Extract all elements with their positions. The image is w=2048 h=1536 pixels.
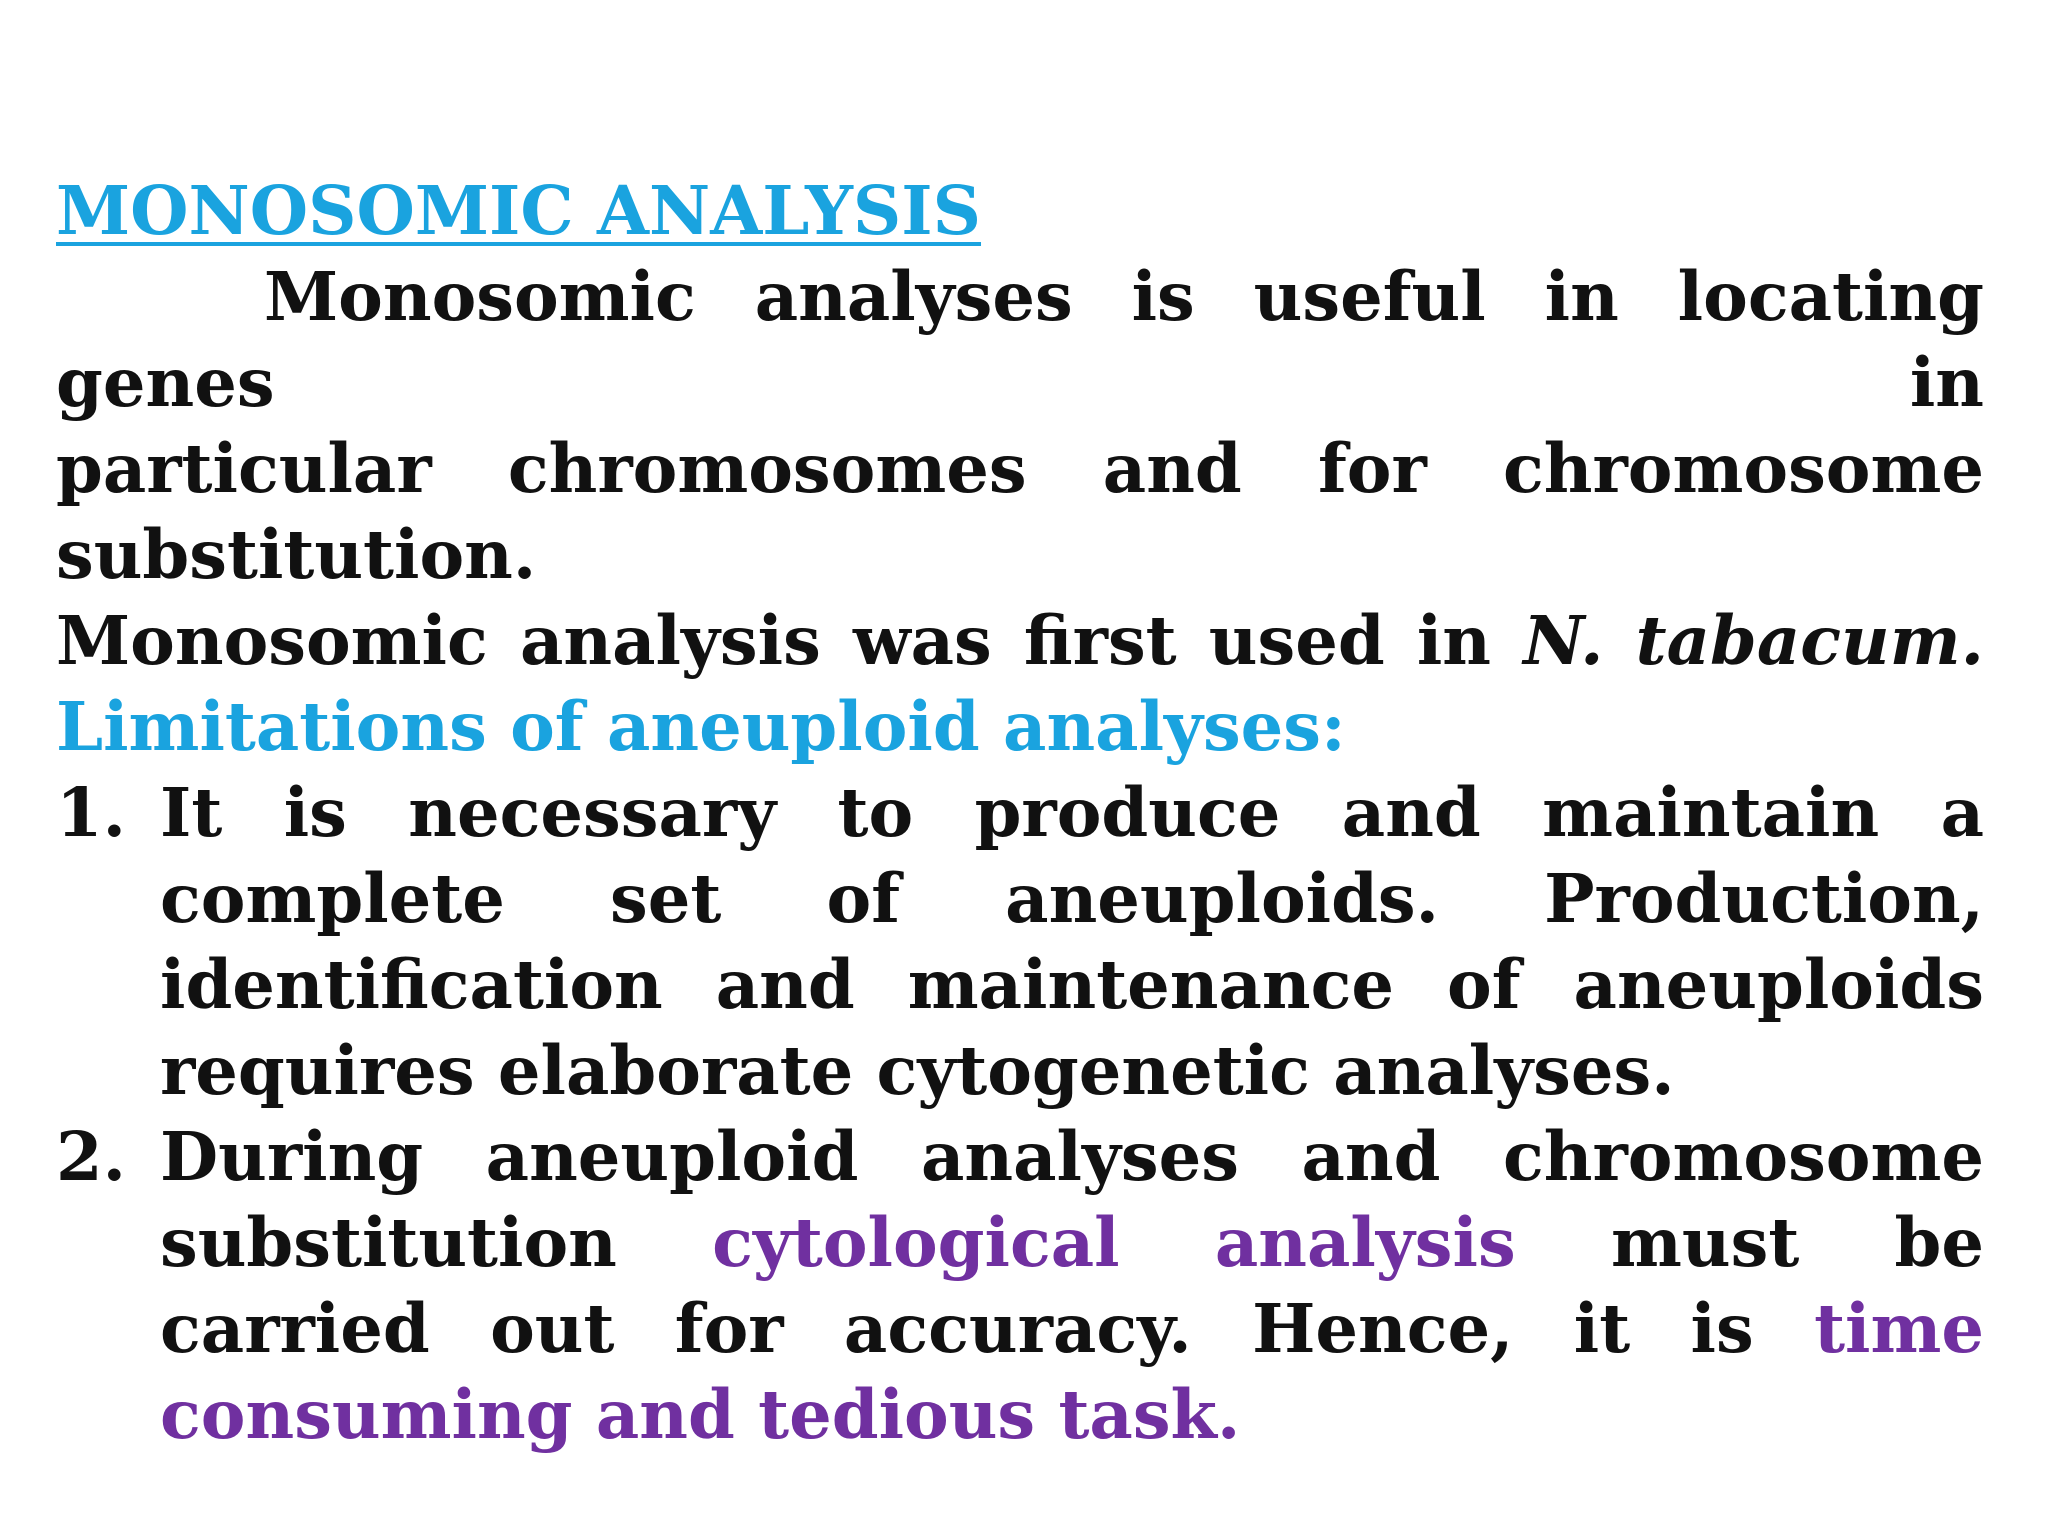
slide-title: MONOSOMIC ANALYSIS <box>56 171 982 250</box>
list-number-2: 2. <box>56 1117 126 1196</box>
list-text-2a: During aneuploid analyses and chromosome substitution <box>160 1117 1984 1282</box>
list-item-1 <box>56 770 1984 1114</box>
intro-line-3 <box>56 598 1984 684</box>
list-text-1: It is necessary to produce and maintain a complete set of aneuploids. Production, identification and maintenance of aneuploids requires elaborate cytogenetic analyses. <box>160 773 1984 1110</box>
intro-line-3-text: Monosomic analysis was first used in <box>56 601 1492 680</box>
list-text-2b: must be carried out for accuracy. Hence, it is <box>160 1203 1985 1368</box>
limitations-list <box>56 770 1984 1458</box>
limitations-heading: Limitations of aneuploid analyses: <box>56 687 1346 766</box>
intro-line-2: particular chromosomes and for chromosome substitution. <box>56 429 1984 594</box>
list-number-1: 1. <box>56 773 126 852</box>
intro-line-1: Monosomic analyses is useful in locating genes in <box>56 257 1984 422</box>
slide-content <box>56 168 1984 1458</box>
species-name: N. tabacum. <box>1523 601 1984 680</box>
highlight-cytological-analysis: cytological analysis <box>712 1203 1516 1282</box>
title-row <box>56 168 1984 254</box>
list-item-2 <box>56 1114 1984 1458</box>
highlight-time-consuming: time consuming and tedious task. <box>160 1289 1985 1454</box>
